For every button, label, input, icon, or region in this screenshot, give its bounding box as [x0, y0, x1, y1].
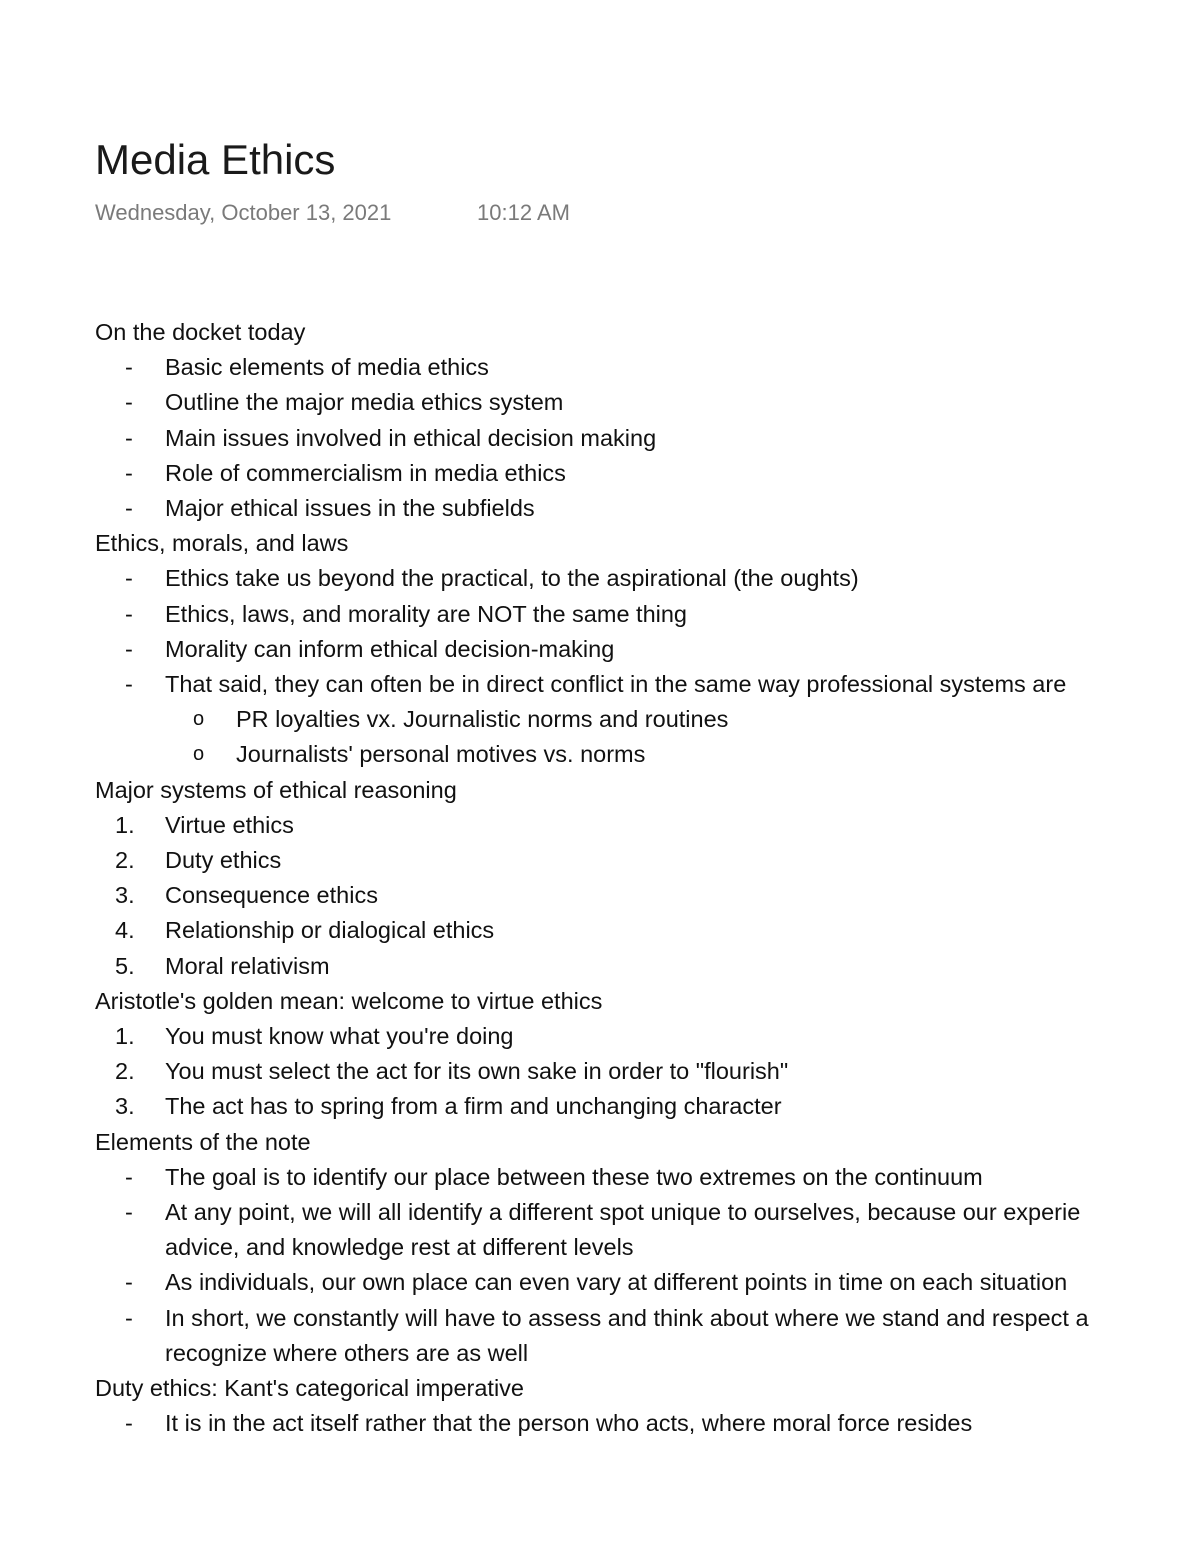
bullet-list — [95, 561, 1200, 702]
list-item — [95, 1160, 1200, 1195]
note-body[interactable] — [95, 315, 1200, 1442]
dash-bullet-icon: - — [125, 1199, 133, 1226]
list-item-text: That said, they can often be in direct conflict in the same way professional systems are — [165, 671, 1067, 698]
note-date: Wednesday, October 13, 2021 — [95, 200, 392, 225]
list-item — [95, 1019, 1200, 1054]
list-item-text: Ethics, laws, and morality are NOT the same thing — [165, 600, 688, 627]
list-item — [95, 456, 1200, 491]
list-item-continuation: advice, and knowledge rest at different levels — [165, 1234, 634, 1261]
bullet-list — [95, 1406, 1200, 1441]
numbered-list — [95, 808, 1200, 984]
list-number: 4. — [115, 917, 135, 944]
dash-bullet-icon: - — [125, 1269, 133, 1296]
list-item-text: As individuals, our own place can even vary at different points in time on each situation — [165, 1269, 1068, 1296]
list-item — [95, 1054, 1200, 1089]
list-item-text: Moral relativism — [165, 952, 330, 979]
section-heading: Aristotle's golden mean: welcome to virtue ethics — [95, 987, 603, 1014]
list-item-text: In short, we constantly will have to assess and think about where we stand and respect a — [165, 1304, 1089, 1331]
list-number: 2. — [115, 847, 135, 874]
list-number: 5. — [115, 952, 135, 979]
list-item — [95, 667, 1200, 702]
list-item-text: Role of commercialism in media ethics — [165, 459, 566, 486]
list-item-text: Morality can inform ethical decision-making — [165, 635, 615, 662]
list-item — [95, 1195, 1200, 1265]
dash-bullet-icon: - — [125, 635, 133, 662]
bullet-list — [95, 1160, 1200, 1371]
list-item — [95, 597, 1200, 632]
list-item-text: Basic elements of media ethics — [165, 354, 489, 381]
note-time: 10:12 AM — [477, 200, 570, 225]
list-item — [95, 949, 1200, 984]
list-number: 3. — [115, 1093, 135, 1120]
list-number: 1. — [115, 1023, 135, 1050]
list-item-text: Relationship or dialogical ethics — [165, 917, 495, 944]
list-item-text: The goal is to identify our place between these two extremes on the continuum — [165, 1163, 983, 1190]
dash-bullet-icon: - — [125, 1410, 133, 1437]
section-heading: Major systems of ethical reasoning — [95, 776, 457, 803]
list-item — [95, 632, 1200, 667]
list-item-continuation: recognize where others are as well — [165, 1339, 529, 1366]
list-item-text: You must select the act for its own sake in order to "flourish" — [165, 1058, 789, 1085]
list-item-text: You must know what you're doing — [165, 1023, 514, 1050]
list-item — [95, 878, 1200, 913]
dash-bullet-icon: - — [125, 495, 133, 522]
list-item-text: Ethics take us beyond the practical, to the aspirational (the oughts) — [165, 565, 859, 592]
list-item — [95, 561, 1200, 596]
section-heading: On the docket today — [95, 319, 306, 345]
dash-bullet-icon: - — [125, 389, 133, 416]
note-metadata — [95, 198, 570, 228]
list-item — [95, 350, 1200, 385]
page-title[interactable]: Media Ethics — [95, 136, 336, 183]
list-item-text: Outline the major media ethics system — [165, 389, 564, 416]
list-item-text: Consequence ethics — [165, 882, 378, 909]
list-item — [95, 843, 1200, 878]
dash-bullet-icon: - — [125, 671, 133, 698]
numbered-list — [95, 1019, 1200, 1125]
list-item-text: Main issues involved in ethical decision making — [165, 424, 657, 451]
list-item — [95, 491, 1200, 526]
dash-bullet-icon: - — [125, 565, 133, 592]
list-item-text: Duty ethics — [165, 847, 282, 874]
dash-bullet-icon: - — [125, 1163, 133, 1190]
list-item — [95, 1089, 1200, 1124]
list-item — [95, 913, 1200, 948]
list-item-text: Virtue ethics — [165, 811, 294, 838]
list-item-text: Major ethical issues in the subfields — [165, 495, 535, 522]
section-heading: Elements of the note — [95, 1128, 311, 1155]
list-number: 2. — [115, 1058, 135, 1085]
circle-bullet-icon: o — [193, 743, 205, 766]
list-item-text: The act has to spring from a firm and unchanging character — [165, 1093, 782, 1120]
sub-list-item-text: PR loyalties vx. Journalistic norms and routines — [236, 706, 729, 733]
list-number: 1. — [115, 811, 135, 838]
sub-list-item-text: Journalists' personal motives vs. norms — [236, 741, 646, 768]
list-item — [95, 421, 1200, 456]
list-item-text: At any point, we will all identify a different spot unique to ourselves, because our experie — [165, 1199, 1081, 1226]
list-item — [95, 1406, 1200, 1441]
section-heading: Ethics, morals, and laws — [95, 530, 349, 557]
list-item — [95, 808, 1200, 843]
list-item — [95, 1265, 1200, 1300]
dash-bullet-icon: - — [125, 424, 133, 451]
list-item — [95, 1301, 1200, 1371]
sub-list-item — [95, 737, 1200, 772]
sub-list-item — [95, 702, 1200, 737]
list-item-text: It is in the act itself rather that the person who acts, where moral force resides — [165, 1410, 973, 1437]
dash-bullet-icon: - — [125, 600, 133, 627]
bullet-list — [95, 350, 1200, 526]
list-item — [95, 385, 1200, 420]
dash-bullet-icon: - — [125, 1304, 133, 1331]
list-number: 3. — [115, 882, 135, 909]
circle-bullet-icon: o — [193, 708, 205, 731]
dash-bullet-icon: - — [125, 459, 133, 486]
section-heading: Duty ethics: Kant's categorical imperative — [95, 1375, 524, 1402]
sub-bullet-list — [95, 702, 1200, 772]
dash-bullet-icon: - — [125, 354, 133, 381]
